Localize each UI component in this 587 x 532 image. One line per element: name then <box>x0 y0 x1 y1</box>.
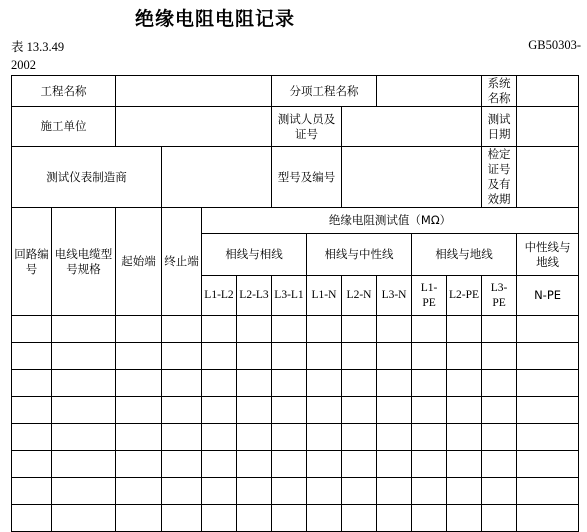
table-cell[interactable] <box>447 397 482 424</box>
table-cell[interactable] <box>412 343 447 370</box>
header-row-1 <box>12 208 579 234</box>
table-cell[interactable] <box>447 343 482 370</box>
table-cell[interactable] <box>237 370 272 397</box>
test-date-label: 测试日期 <box>482 107 517 147</box>
sub-column-header: L3-PE <box>482 276 517 316</box>
table-cell[interactable] <box>377 397 412 424</box>
document-title: 绝缘电阻电阻记录 <box>134 8 295 30</box>
table-cell[interactable] <box>237 424 272 451</box>
table-cell[interactable] <box>342 316 377 343</box>
table-cell[interactable] <box>482 343 517 370</box>
table-cell[interactable] <box>447 478 482 505</box>
table-cell[interactable] <box>162 343 202 370</box>
table-cell[interactable] <box>116 505 162 532</box>
sub-column-header: L2-N <box>342 276 377 316</box>
table-row <box>12 505 579 532</box>
table-cell[interactable] <box>447 370 482 397</box>
table-cell[interactable] <box>307 316 342 343</box>
phase-neutral-header: 相线与中性线 <box>307 234 412 276</box>
sub-column-header: L2-L3 <box>237 276 272 316</box>
end-end-header: 终止端 <box>162 208 202 316</box>
standard-code: GB50303- <box>528 38 581 52</box>
table-cell[interactable] <box>517 316 579 343</box>
table-cell[interactable] <box>162 424 202 451</box>
table-cell[interactable] <box>412 478 447 505</box>
standard-year: 2002 <box>11 58 36 72</box>
table-cell[interactable] <box>202 505 237 532</box>
table-cell[interactable] <box>202 397 237 424</box>
table-row <box>12 424 579 451</box>
project-name-label: 工程名称 <box>12 76 116 107</box>
table-cell[interactable] <box>342 397 377 424</box>
circuit-no-header: 回路编号 <box>12 208 52 316</box>
table-cell[interactable] <box>377 424 412 451</box>
tester-label: 测试人员及证号 <box>272 107 342 147</box>
table-cell[interactable] <box>237 478 272 505</box>
table-cell[interactable] <box>162 316 202 343</box>
table-row <box>12 316 579 343</box>
table-cell[interactable] <box>482 451 517 478</box>
table-cell[interactable] <box>12 478 52 505</box>
table-cell[interactable] <box>377 478 412 505</box>
table-cell[interactable] <box>237 505 272 532</box>
table-cell[interactable] <box>307 478 342 505</box>
table-cell[interactable] <box>116 370 162 397</box>
insulation-record-table <box>11 75 579 532</box>
phase-ground-header: 相线与地线 <box>412 234 517 276</box>
neutral-ground-header: 中性线与地线 <box>517 234 579 276</box>
table-cell[interactable] <box>116 478 162 505</box>
table-cell[interactable] <box>377 370 412 397</box>
table-cell[interactable] <box>272 451 307 478</box>
system-name-value[interactable] <box>517 76 579 107</box>
table-cell[interactable] <box>162 505 202 532</box>
table-cell[interactable] <box>237 343 272 370</box>
sub-project-name-label: 分项工程名称 <box>272 76 377 107</box>
table-cell[interactable] <box>482 424 517 451</box>
table-cell[interactable] <box>116 397 162 424</box>
sub-project-name-value[interactable] <box>377 76 482 107</box>
table-cell[interactable] <box>447 505 482 532</box>
table-cell[interactable] <box>412 397 447 424</box>
table-cell[interactable] <box>307 343 342 370</box>
table-cell[interactable] <box>517 343 579 370</box>
instrument-maker-value[interactable] <box>162 147 272 208</box>
table-cell[interactable] <box>342 451 377 478</box>
table-cell[interactable] <box>377 316 412 343</box>
table-cell[interactable] <box>52 451 116 478</box>
instrument-row <box>12 147 579 208</box>
table-cell[interactable] <box>202 424 237 451</box>
table-cell[interactable] <box>342 424 377 451</box>
table-cell[interactable] <box>377 451 412 478</box>
table-cell[interactable] <box>202 478 237 505</box>
table-cell[interactable] <box>52 424 116 451</box>
system-name-label: 系统名称 <box>482 76 517 107</box>
table-number <box>11 38 64 74</box>
table-cell[interactable] <box>272 343 307 370</box>
table-cell[interactable] <box>12 451 52 478</box>
model-no-label: 型号及编号 <box>272 147 342 208</box>
table-no-text: 表 13.3.49 <box>11 40 65 54</box>
calibration-value[interactable] <box>517 147 579 208</box>
table-cell[interactable] <box>52 505 116 532</box>
table-row <box>12 370 579 397</box>
table-cell[interactable] <box>116 424 162 451</box>
table-cell[interactable] <box>517 451 579 478</box>
table-cell[interactable] <box>237 397 272 424</box>
table-cell[interactable] <box>12 397 52 424</box>
table-cell[interactable] <box>237 451 272 478</box>
table-cell[interactable] <box>52 343 116 370</box>
table-row <box>12 451 579 478</box>
table-cell[interactable] <box>307 397 342 424</box>
sub-column-header: N-PE <box>517 276 579 316</box>
construction-unit-label: 施工单位 <box>12 107 116 147</box>
sub-column-header: L3-N <box>377 276 412 316</box>
table-cell[interactable] <box>12 343 52 370</box>
table-cell[interactable] <box>162 370 202 397</box>
table-cell[interactable] <box>517 424 579 451</box>
table-cell[interactable] <box>517 505 579 532</box>
phase-phase-header: 相线与相线 <box>202 234 307 276</box>
project-row <box>12 76 579 107</box>
table-cell[interactable] <box>307 370 342 397</box>
table-cell[interactable] <box>517 478 579 505</box>
table-cell[interactable] <box>116 316 162 343</box>
calibration-label: 检定证号及有效期 <box>482 147 517 208</box>
table-row <box>12 343 579 370</box>
table-cell[interactable] <box>202 316 237 343</box>
table-cell[interactable] <box>162 451 202 478</box>
project-name-value[interactable] <box>116 76 272 107</box>
table-cell[interactable] <box>482 505 517 532</box>
table-cell[interactable] <box>202 370 237 397</box>
insulation-value-header: 绝缘电阻测试值（MΩ） <box>202 208 579 234</box>
table-cell[interactable] <box>412 505 447 532</box>
tester-value[interactable] <box>342 107 482 147</box>
table-cell[interactable] <box>482 316 517 343</box>
start-end-header: 起始端 <box>116 208 162 316</box>
table-cell[interactable] <box>12 424 52 451</box>
sub-column-header: L1-N <box>307 276 342 316</box>
table-cell[interactable] <box>272 397 307 424</box>
table-cell[interactable] <box>342 478 377 505</box>
table-cell[interactable] <box>342 505 377 532</box>
table-cell[interactable] <box>162 397 202 424</box>
table-cell[interactable] <box>412 370 447 397</box>
unit-row <box>12 107 579 147</box>
test-date-value[interactable] <box>517 107 579 147</box>
sub-column-header: L1-PE <box>412 276 447 316</box>
table-cell[interactable] <box>482 478 517 505</box>
table-cell[interactable] <box>377 343 412 370</box>
table-cell[interactable] <box>52 397 116 424</box>
table-cell[interactable] <box>447 424 482 451</box>
table-cell[interactable] <box>412 424 447 451</box>
construction-unit-value[interactable] <box>116 107 272 147</box>
table-cell[interactable] <box>377 505 412 532</box>
table-cell[interactable] <box>412 316 447 343</box>
table-cell[interactable] <box>237 316 272 343</box>
table-cell[interactable] <box>342 370 377 397</box>
table-cell[interactable] <box>12 316 52 343</box>
instrument-maker-label: 测试仪表制造商 <box>12 147 162 208</box>
model-no-value[interactable] <box>342 147 482 208</box>
table-cell[interactable] <box>447 451 482 478</box>
table-cell[interactable] <box>447 316 482 343</box>
table-row <box>12 397 579 424</box>
sub-column-header: L3-L1 <box>272 276 307 316</box>
table-cell[interactable] <box>116 343 162 370</box>
table-cell[interactable] <box>202 451 237 478</box>
table-cell[interactable] <box>12 505 52 532</box>
table-cell[interactable] <box>482 397 517 424</box>
table-cell[interactable] <box>272 478 307 505</box>
table-row <box>12 478 579 505</box>
table-cell[interactable] <box>482 370 517 397</box>
cable-spec-header: 电线电缆型号规格 <box>52 208 116 316</box>
sub-column-header: L1-L2 <box>202 276 237 316</box>
table-cell[interactable] <box>307 424 342 451</box>
table-cell[interactable] <box>307 505 342 532</box>
table-cell[interactable] <box>162 478 202 505</box>
table-cell[interactable] <box>202 343 237 370</box>
table-cell[interactable] <box>342 343 377 370</box>
sub-column-header: L2-PE <box>447 276 482 316</box>
table-cell[interactable] <box>52 316 116 343</box>
table-cell[interactable] <box>272 424 307 451</box>
table-cell[interactable] <box>307 451 342 478</box>
table-cell[interactable] <box>52 478 116 505</box>
table-cell[interactable] <box>272 370 307 397</box>
table-cell[interactable] <box>412 451 447 478</box>
table-cell[interactable] <box>517 370 579 397</box>
table-cell[interactable] <box>116 451 162 478</box>
table-cell[interactable] <box>52 370 116 397</box>
table-cell[interactable] <box>272 505 307 532</box>
table-cell[interactable] <box>12 370 52 397</box>
table-cell[interactable] <box>272 316 307 343</box>
table-cell[interactable] <box>517 397 579 424</box>
